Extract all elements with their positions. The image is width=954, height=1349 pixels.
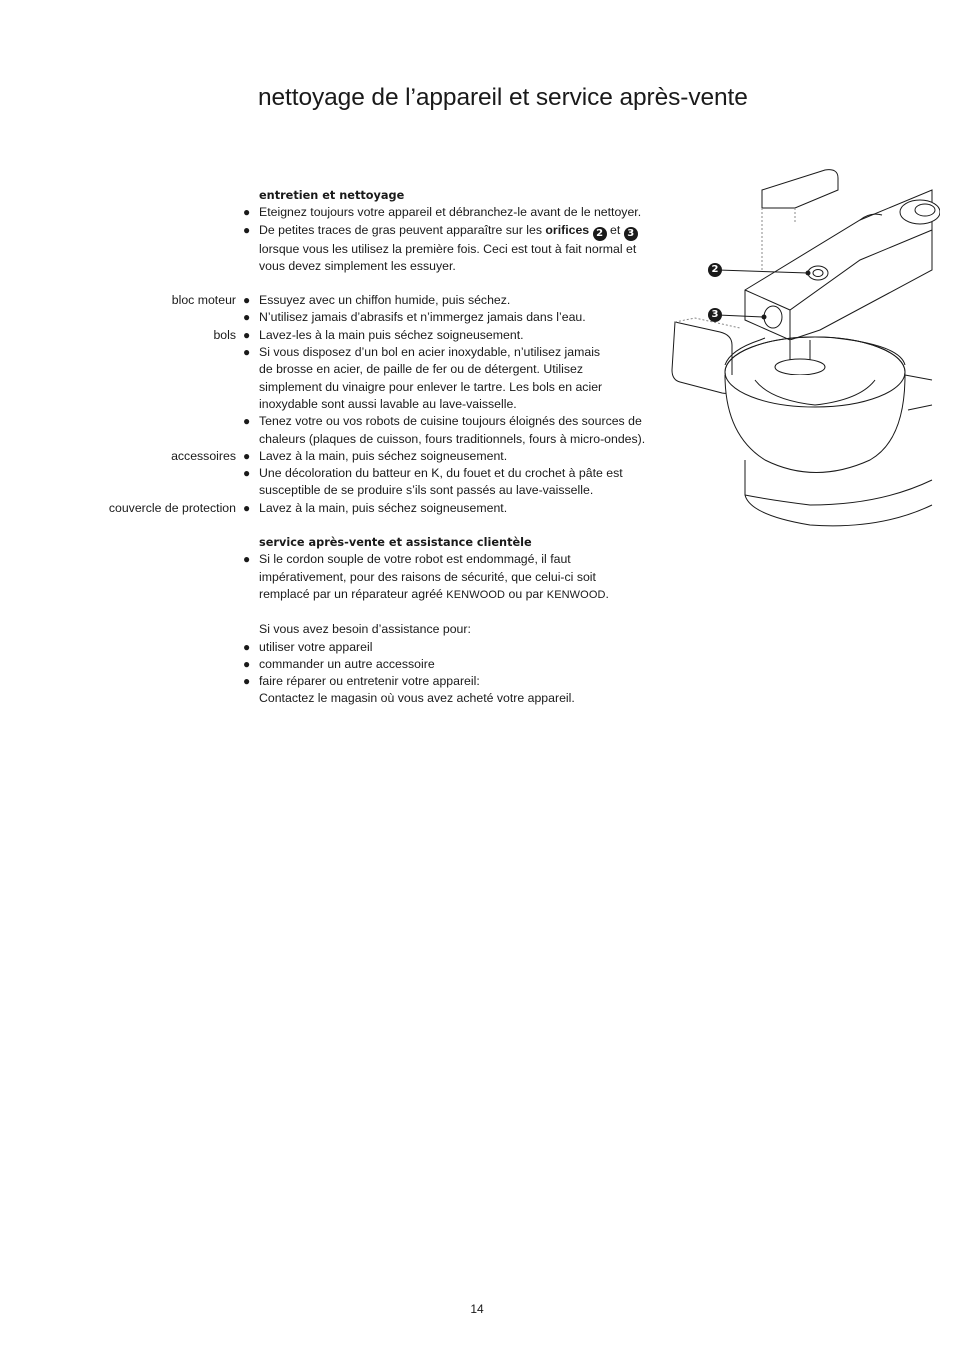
bullet-text: simplement du vinaigre pour enlever le tartre. Les bols en acier [259,379,603,394]
bullet-text: utiliser votre appareil [259,639,373,654]
list-item [0,656,700,673]
bullet-text: vous devez simplement les essuyer. [259,258,456,273]
bullet-icon: ● [243,205,251,220]
side-label-bloc-moteur: bloc moteur [171,293,236,308]
bullet-text: De petites traces de gras peuvent apparaître sur les [259,222,546,237]
list-item [0,204,700,221]
bullet-text: remplacé par un réparateur agréé [259,586,447,601]
stand-mixer-illustration [670,160,940,540]
bullet-text: lorsque vous les utilisez la première fois. Ceci est tout à fait normal et [259,241,637,256]
bullet-icon: ● [243,656,251,671]
bullet-text: N’utilisez jamais d’abrasifs et n’immergez jamais dans l’eau. [259,310,586,325]
side-label-couvercle: couvercle de protection [108,500,236,515]
bullet-icon: ● [243,552,251,567]
list-item [0,309,700,326]
page-title: nettoyage de l’appareil et service après-vente [258,84,748,111]
paragraph [0,621,700,638]
list-item [0,222,700,276]
bullet-text: faire réparer ou entretenir votre appareil: [259,674,480,689]
bullet-text: chaleurs (plaques de cuisson, fours traditionnels, fours à micro-ondes). [259,431,646,446]
section-heading-cleaning: entretien et nettoyage [259,189,405,202]
bullet-text: Si le cordon souple de votre robot est endommagé, il faut [259,552,571,567]
main-content [0,187,700,708]
list-item [0,673,700,708]
bullet-text: Eteignez toujours votre appareil et débranchez-le avant de le nettoyer. [259,205,642,220]
bullet-text: Lavez à la main, puis séchez soigneusement. [259,448,508,463]
bullet-text: Lavez-les à la main puis séchez soigneusement. [259,327,524,342]
bullet-text: Essuyez avec un chiffon humide, puis séchez. [259,293,511,308]
bullet-text: Lavez à la main, puis séchez soigneusement. [259,500,508,515]
callout-3-badge: 3 [708,308,722,322]
bullet-icon: ● [243,674,251,689]
bullet-icon: ● [243,500,251,515]
list-item [0,344,700,413]
bullet-text: Une décoloration du batteur en K, du fouet et du crochet à pâte est [259,466,623,481]
callout-2-badge: 2 [708,263,722,277]
bullet-icon: ● [243,327,251,342]
bullet-icon: ● [243,466,251,481]
bullet-text: Contactez le magasin où vous avez acheté votre appareil. [259,691,575,706]
bullet-icon: ● [243,639,251,654]
bullet-text: ou par [505,586,547,601]
bullet-text: Tenez votre ou vos robots de cuisine toujours éloignés des sources de [259,414,642,429]
list-item [0,500,700,517]
section-heading-service: service après-vente et assistance clientèle [259,536,532,550]
intro-text: Si vous avez besoin d’assistance pour: [259,622,471,637]
bullet-icon: ● [243,345,251,360]
bullet-text: commander un autre accessoire [259,656,435,671]
list-item [0,448,700,465]
number-3-badge: 3 [624,227,638,241]
bullet-text: et [606,222,624,237]
bullet-icon: ● [243,448,251,463]
list-item [0,639,700,656]
list-item [0,551,700,604]
bullet-text: susceptible de se produire s’ils sont passés au lave-vaisselle. [259,483,594,498]
bullet-text: impérativement, pour des raisons de sécurité, que celui-ci soit [259,569,596,584]
bullet-text: Si vous disposez d’un bol en acier inoxydable, n’utilisez jamais [259,345,601,360]
number-2-badge: 2 [593,227,607,241]
side-label-bols: bols [213,327,236,342]
page-number: 14 [470,1302,484,1316]
bullet-text: . [605,586,609,601]
brand-name: KENWOOD [446,588,506,601]
bullet-icon: ● [243,310,251,325]
bullet-text: de brosse en acier, de paille de fer ou de détergent. Utilisez [259,362,584,377]
bullet-icon: ● [243,414,251,429]
side-label-accessoires: accessoires [171,448,236,463]
bold-term: orifices [545,222,590,237]
list-item [0,292,700,309]
brand-name: KENWOOD [546,588,606,601]
bullet-text: inoxydable sont aussi lavable au lave-vaisselle. [259,396,517,411]
bullet-icon: ● [243,293,251,308]
bullet-icon: ● [243,222,251,237]
list-item [0,327,700,344]
list-item [0,465,700,500]
list-item [0,413,700,448]
